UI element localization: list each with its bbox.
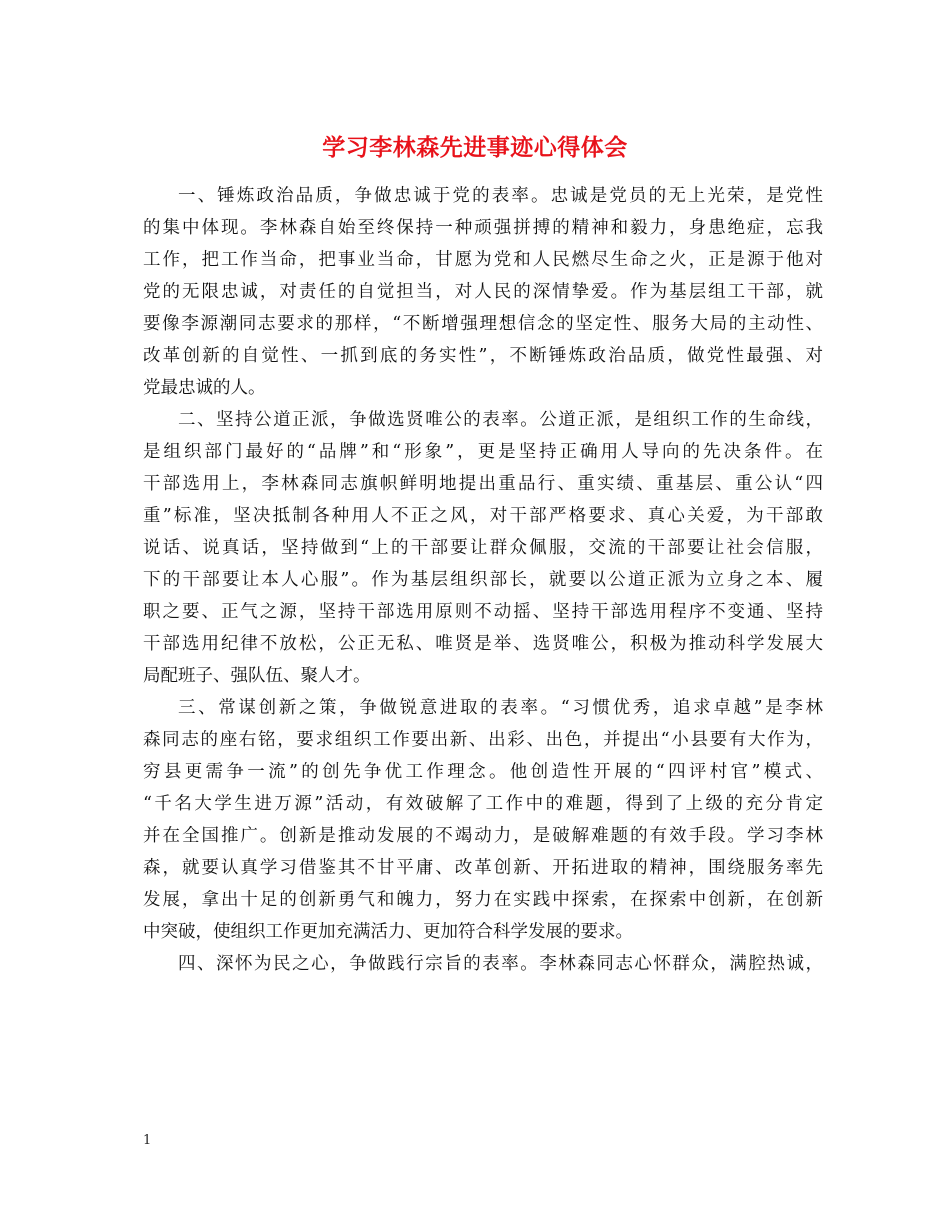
text-line: 中突破，使组织工作更加充满活力、更加符合科学发展的要求。 bbox=[143, 922, 633, 942]
text-line: 三、常谋创新之策，争做锐意进取的表率。“习惯优秀，追求卓越”是李林 bbox=[178, 698, 823, 718]
text-line: 的集中体现。李林森自始至终保持一种顽强拼搏的精神和毅力，身患绝症，忘我 bbox=[143, 218, 823, 238]
document-title: 学习李林森先进事迹心得体会 bbox=[322, 135, 628, 161]
text-line: 改革创新的自觉性、一抓到底的务实性”，不断锤炼政治品质，做党性最强、对 bbox=[143, 346, 823, 366]
text-line: “千名大学生进万源”活动，有效破解了工作中的难题，得到了上级的充分肯定 bbox=[143, 794, 823, 814]
text-line: 是组织部门最好的“品牌”和“形象”，更是坚持正确用人导向的先决条件。在 bbox=[143, 442, 823, 462]
text-line: 工作，把工作当命，把事业当命，甘愿为党和人民燃尽生命之火，正是源于他对 bbox=[143, 250, 823, 270]
text-line: 森，就要认真学习借鉴其不甘平庸、改革创新、开拓进取的精神，围绕服务率先 bbox=[143, 858, 823, 878]
text-line: 重”标准，坚决抵制各种用人不正之风，对干部严格要求、真心关爱，为干部敢 bbox=[143, 506, 823, 526]
text-line: 森同志的座右铭，要求组织工作要出新、出彩、出色，并提出“小县要有大作为， bbox=[143, 730, 823, 750]
text-line: 说话、说真话，坚持做到“上的干部要让群众佩服，交流的干部要让社会信服， bbox=[143, 538, 823, 558]
text-line: 干部选用纪律不放松，公正无私、唯贤是举、选贤唯公，积极为推动科学发展大 bbox=[143, 634, 823, 654]
text-line: 要像李源潮同志要求的那样，“不断增强理想信念的坚定性、服务大局的主动性、 bbox=[143, 314, 823, 334]
document-body bbox=[143, 180, 823, 980]
text-line: 党最忠诚的人。 bbox=[143, 378, 266, 398]
text-line: 并在全国推广。创新是推动发展的不竭动力，是破解难题的有效手段。学习李林 bbox=[143, 826, 823, 846]
text-line: 局配班子、强队伍、聚人才。 bbox=[143, 666, 371, 686]
text-line: 发展，拿出十足的创新勇气和魄力，努力在实践中探索，在探索中创新，在创新 bbox=[143, 890, 823, 910]
text-line: 一、锤炼政治品质，争做忠诚于党的表率。忠诚是党员的无上光荣，是党性 bbox=[178, 186, 823, 206]
text-line: 穷县更需争一流”的创先争优工作理念。他创造性开展的“四评村官”模式、 bbox=[143, 762, 823, 782]
text-line: 职之要、正气之源，坚持干部选用原则不动摇、坚持干部选用程序不变通、坚持 bbox=[143, 602, 823, 622]
text-line: 二、坚持公道正派，争做选贤唯公的表率。公道正派，是组织工作的生命线， bbox=[178, 410, 823, 430]
text-line: 党的无限忠诚，对责任的自觉担当，对人民的深情挚爱。作为基层组工干部，就 bbox=[143, 282, 823, 302]
text-line: 四、深怀为民之心，争做践行宗旨的表率。李林森同志心怀群众，满腔热诚， bbox=[178, 954, 823, 974]
text-line: 下的干部要让本人心服”。作为基层组织部长，就要以公道正派为立身之本、履 bbox=[143, 570, 823, 590]
page-number: 1 bbox=[143, 1133, 152, 1148]
text-line: 干部选用上，李林森同志旗帜鲜明地提出重品行、重实绩、重基层、重公认“四 bbox=[143, 474, 823, 494]
